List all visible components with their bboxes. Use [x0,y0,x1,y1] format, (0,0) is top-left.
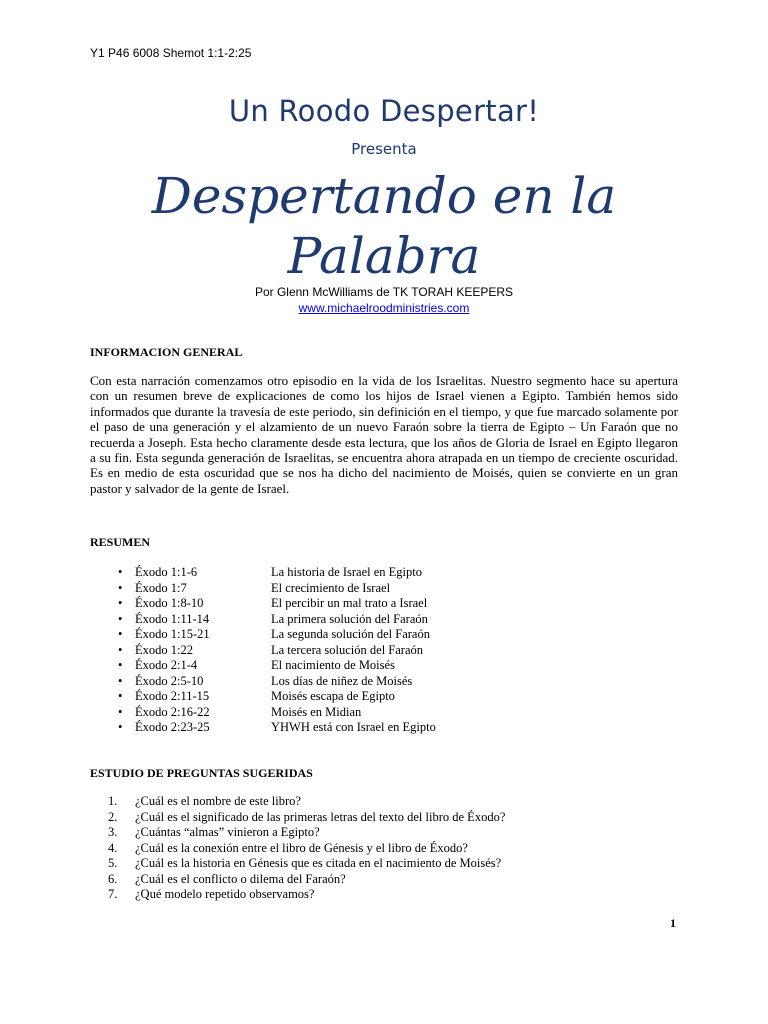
bullet-icon: • [118,720,123,734]
questions-list [108,794,505,903]
summary-item [118,643,436,659]
summary-reference: Éxodo 1:8-10 [135,596,204,610]
question-item [108,841,505,857]
title-line-1: Despertando en la [151,167,617,225]
general-heading: INFORMACION GENERAL [90,345,243,359]
summary-description: El crecimiento de Israel [271,580,391,595]
bullet-icon: • [118,596,123,610]
summary-item [118,596,436,612]
summary-description: El nacimiento de Moisés [271,658,395,672]
summary-reference: Éxodo 1:22 [135,642,193,657]
summary-reference: Éxodo 2:5-10 [135,673,204,688]
bullet-icon: • [118,673,123,688]
question-item [108,810,505,826]
bullet-icon: • [118,689,123,703]
summary-item [118,658,436,674]
summary-reference: Éxodo 2:11-15 [135,689,210,703]
question-number: 6. [108,871,118,886]
question-number: 2. [108,809,118,824]
document-reference: Y1 P46 6008 Shemot 1:1-2:25 [90,46,252,60]
website-link[interactable]: www.michaelroodministries.com [298,301,470,315]
summary-reference: Éxodo 1:1-6 [135,565,198,579]
general-text: Con esta narración comenzamos otro episodio en la vida de los Israelitas. Nuestro segmento hace su apertura con un resumen breve de explicaciones de como los hijos de Israel vienen a Egipto. También hemos sido informados que durante la travesía de este periodo, sin definición en el tiempo, y que fue marcado solamente por el paso de una generación y el alzamiento de un nuevo Faraón sobre la tierra de Egipto – Un Faraón que no recuerda a Joseph. Esta hecho claramente desde esta lectura, que los años de Gloria de Israel en Egipto llegaron a su fin. Esta segunda generación de Israelitas, se encuentra ahora atrapada en un tiempo de creciente oscuridad. Es en medio de esta oscuridad que se nos ha dicho del nacimiento de Moisés, quien se convierte en un gran pastor y salvador de la gente de Israel. [90,373,678,496]
questions-heading: ESTUDIO DE PREGUNTAS SUGERIDAS [90,766,313,780]
question-item [108,794,505,810]
summary-list [118,565,436,736]
summary-description: YHWH está con Israel en Egipto [271,720,436,734]
question-text: ¿Cuál es la historia en Génesis que es citada en el nacimiento de Moisés? [135,856,502,870]
bullet-icon: • [118,565,123,579]
summary-reference: Éxodo 1:7 [135,580,187,595]
summary-reference: Éxodo 1:15-21 [135,627,210,641]
question-text: ¿Cuál es la conexión entre el libro de Génesis y el libro de Éxodo? [135,840,468,855]
website-line [0,301,768,315]
question-number: 1. [108,794,118,808]
summary-item [118,689,436,705]
summary-description: Moisés escapa de Egipto [271,689,395,703]
summary-reference: Éxodo 2:1-4 [135,658,198,672]
summary-description: La historia de Israel en Egipto [271,565,422,579]
bullet-icon: • [118,704,123,719]
bullet-icon: • [118,658,123,672]
question-number: 7. [108,887,118,901]
summary-reference: Éxodo 2:16-22 [135,704,210,719]
summary-item [118,627,436,643]
question-text: ¿Cuál es el significado de las primeras letras del texto del libro de Éxodo? [135,809,506,824]
summary-item [118,705,436,721]
question-number: 4. [108,840,118,855]
question-item [108,872,505,888]
bullet-icon: • [118,627,123,641]
question-text: ¿Cuántas “almas” vinieron a Egipto? [135,825,320,839]
document-title [0,166,768,286]
title-line-2: Palabra [287,227,481,285]
summary-description: La primera solución del Faraón [271,611,428,626]
question-text: ¿Cuál es el conflicto o dilema del Faraón? [135,871,346,886]
question-item [108,856,505,872]
summary-heading: RESUMEN [90,535,151,549]
summary-description: Los días de niñez de Moisés [271,673,413,688]
summary-description: La tercera solución del Faraón [271,642,424,657]
question-text: ¿Qué modelo repetido observamos? [135,887,315,901]
general-paragraph [90,373,678,496]
author-line: Por Glenn McWilliams de TK TORAH KEEPERS [254,285,514,299]
summary-reference: Éxodo 1:11-14 [135,611,210,626]
summary-item [118,674,436,690]
summary-reference: Éxodo 2:23-25 [135,720,210,734]
question-item [108,887,505,903]
page-number: 1 [670,916,676,930]
bullet-icon: • [118,642,123,657]
brand-heading: Un Roodo Despertar! [228,94,540,128]
summary-description: El percibir un mal trato a Israel [271,596,428,610]
summary-description: Moisés en Midian [271,704,362,719]
question-item [108,825,505,841]
question-number: 3. [108,825,118,839]
summary-description: La segunda solución del Faraón [271,627,430,641]
bullet-icon: • [118,611,123,626]
summary-item [118,612,436,628]
presenta-label: Presenta [351,140,417,158]
bullet-icon: • [118,580,123,595]
summary-item [118,565,436,581]
question-number: 5. [108,856,118,870]
question-text: ¿Cuál es el nombre de este libro? [135,794,301,808]
summary-item [118,720,436,736]
summary-item [118,581,436,597]
